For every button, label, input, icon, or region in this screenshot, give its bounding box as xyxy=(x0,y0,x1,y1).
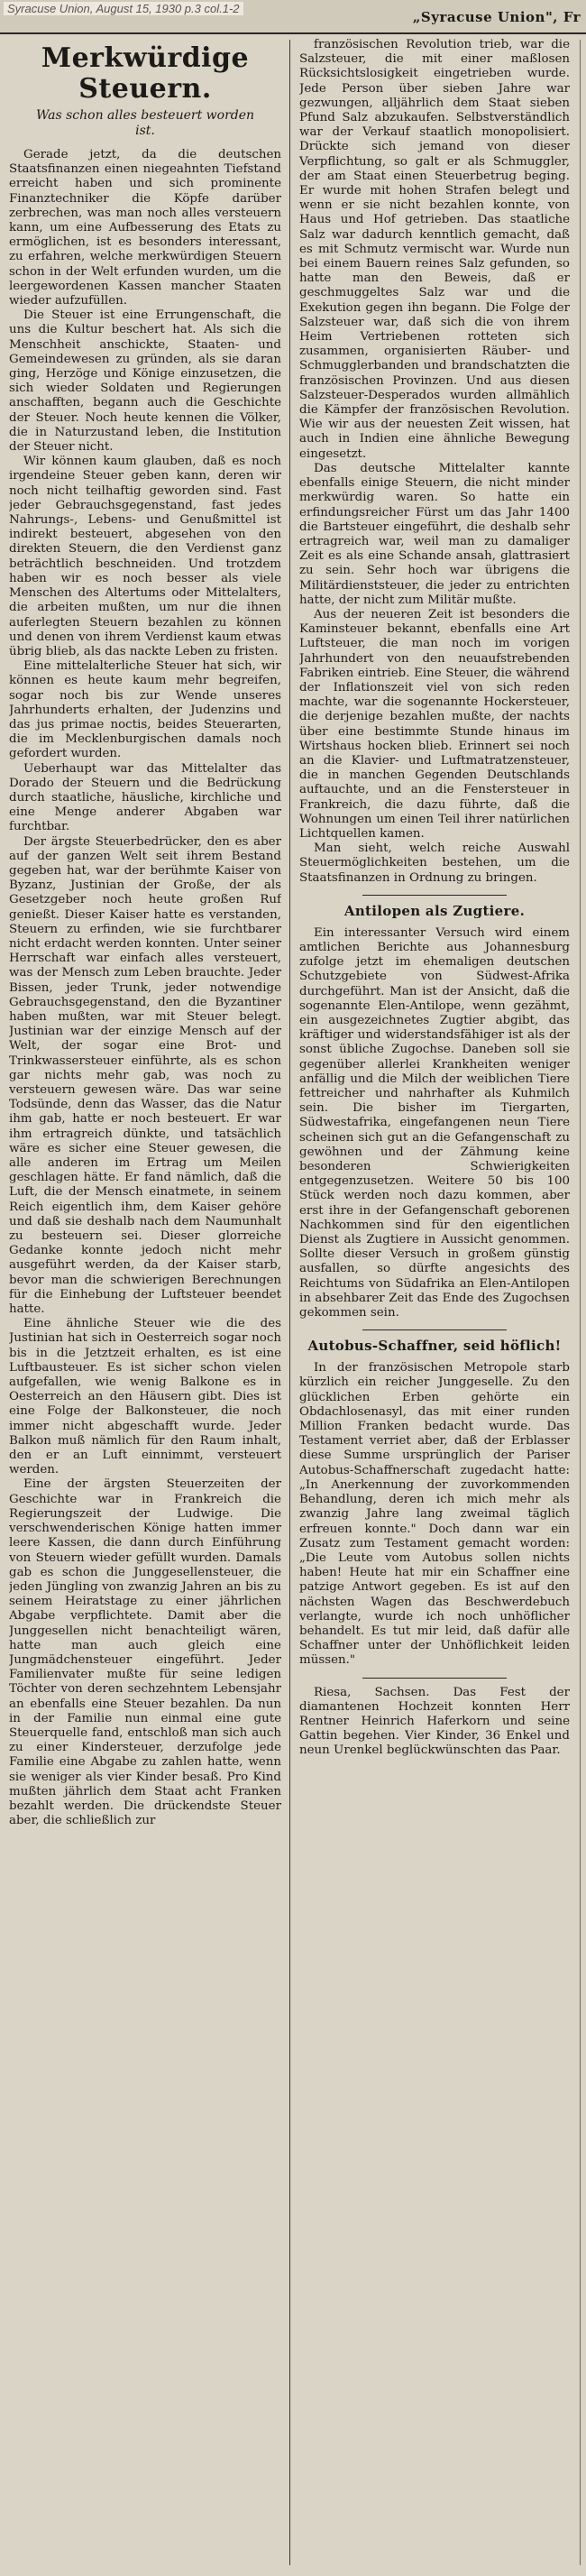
article-subtitle: Was schon alles besteuert worden ist. xyxy=(35,108,255,138)
source-citation: Syracuse Union, August 15, 1930 p.3 col.1-2 xyxy=(4,2,243,15)
paragraph: französischen Revolution trieb, war die Salzsteuer, die mit einer maßlosen Rücksichtslosigkeit eingetrieben wurde. Jede Person über sieben Jahre war gezwungen, alljährlich dem Staat sieben Pfund Salz abzukaufen. Selbstverständlich war der Verkauf staatlich monopolisiert. Drückte sich jemand von dieser Verpflichtung, so galt er als Schmuggler, der am Staat einen Steuerbetrug beging. Er wurde mit hohen Strafen belegt und wenn er sie nicht bezahlen konnte, von Haus und Hof getrieben. Das staatliche Salz war dadurch kenntlich gemacht, daß es mit Schmutz vermischt war. Wurde nun bei einem Bauern reines Salz gefunden, so hatte man den Beweis, daß er geschmuggeltes Salz war und die Exekution gegen ihn begann. Die Folge der Salzsteuer war, daß sich die von ihrem Heim Vertriebenen rotteten sich zusammen, organisierten Räuber- und Schmugglerbanden und brandschatzten die französischen Provinzen. Und aus diesen Salzsteuer-Desperados wurden allmählich die Kämpfer der französischen Revolution. Wie wir aus der neuesten Zeit wissen, hat auch in Indien eine ähnliche Bewegung eingesetzt. xyxy=(299,38,570,461)
paragraph: Ein interessanter Versuch wird einem amtlichen Berichte aus Johannesburg zufolge jetzt im ehemaligen deutschen Schutzgebiete von Südwest-Afrika durchgeführt. Man ist der Ansicht, daß die sogenannte Elen-Antilope, wenn gezähmt, ein ausgezeichnetes Zugtier abgibt, das kräftiger und widerstandsfähiger ist als der sonst übliche Zugochse. Daneben soll sie gegenüber allerlei Krankheiten weniger anfällig und die Milch der weiblichen Tiere fettreicher und nahrhafter als Kuhmilch sein. Die bisher im Tiergarten, Südwestafrika, eingefangenen neun Tiere scheinen sich gut an die Gefangenschaft zu gewöhnen und der Zähmung keine besonderen Schwierigkeiten entgegenzusetzen. Weitere 50 bis 100 Stück werden noch dazu kommen, aber erst ihre in der Gefangenschaft geborenen Nachkommen sind für den eigentlichen Dienst als Zugtiere in Aussicht genommen. Sollte dieser Versuch in großem günstig ausfallen, so dürfte angesichts des Reichtums von Südafrika an Elen-Antilopen in absehbarer Zeit das Ende des Zugochsen gekommen sein. xyxy=(299,925,570,1320)
paragraph: Man sieht, welch reiche Auswahl Steuermöglichkeiten bestehen, um die Staatsfinanzen in Ordnung zu bringen. xyxy=(299,842,570,885)
article-body xyxy=(299,1686,570,1759)
paragraph: Ueberhaupt war das Mittelalter das Dorado der Steuern und die Bedrückung durch staatliche, häusliche, kirchliche und eine Menge anderer Abgaben war furchtbar. xyxy=(9,761,281,834)
paragraph: Der ärgste Steuerbedrücker, den es aber auf der ganzen Welt seit ihrem Bestand gegeben hat, war der berühmte Kaiser von Byzanz, Justinian der Große, der als Gesetzgeber noch heute großen Ruf genießt. Dieser Kaiser hatte es verstanden, Steuern zu erfinden, wie sie furchtbarer nicht erdacht werden konnten. Unter seiner Herrschaft war einfach alles versteuert, was der Mensch zum Leben brauchte. Jeder Bissen, jeder Trunk, jeder notwendige Gebrauchsgegenstand, den die Byzantiner haben mußten, war mit Steuer belegt. Justinian war der einzige Mensch auf der Welt, der sogar eine Brot- und Trinkwassersteuer einführte, als es schon gar nichts mehr gab, was noch zu versteuern gewesen wäre. Das war seine Todsünde, denn das Wasser, das die Natur ihm gab, hatte er noch besteuert. Er war ihm ertragreich dünkte, und tatsächlich wäre es sicher eine Steuer gewesen, die alle anderen im Ertrag um Meilen geschlagen hätte. Er fand nämlich, daß die Luft, die der Mensch einatmete, in seinem Reich eigentlich ihm, dem Kaiser gehöre und daß sie deshalb nach dem Naumunhalt zu besteuern sei. Dieser glorreiche Gedanke konnte jedoch nicht mehr ausgeführt werden, da der Kaiser starb, bevor man die schwierigen Berechnungen für die Einhebung der Luftsteuer beendet hatte. xyxy=(9,834,281,1317)
paper-name-header: „Syracuse Union", Fr xyxy=(412,9,581,25)
paragraph: Die Steuer ist eine Errungenschaft, die uns die Kultur beschert hat. Als sich die Menschheit anschickte, Staaten- und Gemeindewesen zu gründen, als sie daran ging, Herzöge und Könige einzusetzen, die sich wieder Soldaten und Regierungen anschafften, begann auch die Geschichte der Steuer. Noch heute kennen die Völker, die in Naturzustand leben, die Institution der Steuer nicht. xyxy=(9,308,281,455)
article-title: Merkwürdige Steuern. xyxy=(41,42,250,105)
paragraph: In der französischen Metropole starb kürzlich ein reicher Junggeselle. Zu den glücklichen Erben gehörte ein Obdachlosenasyl, das mit einer runden Million Franken bedacht wurde. Das Testament verriet aber, daß der Erblasser diese Summe ursprünglich der Pariser Autobus-Schaffnerschaft zugedacht hatte: „In Anerkennung der zuvorkommenden Behandlung, deren ich mich mehr als zwanzig Jahre lang zweimal täglich erfreuen konnte." Doch dann war ein Zusatz zum Testament gemacht worden: „Die Leute vom Autobus sollen nichts haben! Heute hat mir ein Schaffner eine patzige Antwort gegeben. Es ist auf den nächsten Wagen das Beschwerdebuch verlangte, wurde ich noch unhöflicher behandelt. Es tut mir leid, daß dafür alle Schaffner unter der Unhöflichkeit leiden müssen." xyxy=(299,1361,570,1668)
article-title: Antilopen als Zugtiere. xyxy=(343,902,526,919)
paragraph: Gerade jetzt, da die deutschen Staatsfinanzen einen niegeahnten Tiefstand erreicht haben und sich prominente Finanztechniker die Köpfe darüber zerbrechen, was man noch alles versteuern kann, um eine Aufbesserung des Etats zu ermöglichen, ist es besonders interessant, zu erfahren, welche merkwürdigen Steuern schon in der Welt erfunden wurden, um die leergewordenen Kassen mancher Staaten wieder aufzufüllen. xyxy=(9,148,281,308)
section-divider xyxy=(362,1329,507,1330)
article-body xyxy=(9,148,281,1828)
paragraph: Wir können kaum glauben, daß es noch irgendeine Steuer geben kann, deren wir noch nicht teilhaftig geworden sind. Fast jeder Gebrauchsgegenstand, fast jedes Nahrungs-, Lebens- und Genußmittel ist indirekt besteuert, abgesehen von den direkten Steuern, die den Verdienst ganz beträchtlich beschneiden. Und trotzdem haben wir es noch besser als viele Menschen des Altertums oder Mittelalters, die arbeiten mußten, um nur die ihnen auferlegten Steuern bezahlen zu können und denen von ihrem Verdienst kaum etwas übrig blieb, als das nackte Leben zu fristen. xyxy=(9,455,281,658)
paragraph: Aus der neueren Zeit ist besonders die Kaminsteuer bekannt, ebenfalls eine Art Luftsteuer, die man noch im vorigen Jahrhundert von den neuaufstrebenden Fabriken eintrieb. Eine Steuer, die während der Inflationszeit viel von sich reden machte, war die sogenannte Hockersteuer, die derjenige bezahlen mußte, der nachts über eine bestimmte Stunde hinaus im Wirtshaus hocken blieb. Erinnert sei noch an die Klavier- und Luftmatratzensteuer, die in manchen Gegenden Deutschlands auftauchte, und an die Fenstersteuer in Frankreich, die dazu führte, daß die Wohnungen um einen Teil ihrer natürlichen Lichtquellen kamen. xyxy=(299,607,570,841)
paragraph: Das deutsche Mittelalter kannte ebenfalls einige Steuern, die nicht minder merkwürdig waren. So hatte ein erfindungsreicher Fürst um das Jahr 1400 die Bartsteuer eingeführt, die deshalb sehr ertragreich war, weil man zu damaliger Zeit es als eine Schande ansah, glattrasiert zu sein. Sehr hoch war übrigens die Militärdienststeuer, die jeder zu entrichten hatte, der nicht zum Militär mußte. xyxy=(299,461,570,607)
article-body xyxy=(299,926,570,1320)
section-divider xyxy=(362,895,507,896)
paragraph: Eine der ärgsten Steuerzeiten der Geschichte war in Frankreich die Regierungszeit der Ludwige. Die verschwenderischen Könige hatten immer leere Kassen, die dann durch Einführung von Steuern wieder gefüllt wurden. Damals gab es schon die Junggesellensteuer, die jeden Jüngling von zwanzig Jahren an bis zu seinem Heiratstage zu einer jährlichen Abgabe verpflichtete. Damit aber die Junggesellen nicht benachteiligt wären, hatte man auch gleich eine Jungmädchensteuer eingeführt. Jeder Familienvater mußte für seine ledigen Töchter von deren sechzehntem Lebensjahr an ebenfalls eine Steuer bezahlen. Da nun in der Familie nun einmal eine gute Steuerquelle fand, entschloß man sich auch zu einer Kindersteuer, derzufolge jede Familie eine Abgabe zu zahlen hatte, wenn sie weniger als vier Kinder besaß. Pro Kind mußten jährlich dem Staat acht Franken bezahlt werden. Die drückendste Steuer aber, die schließlich zur xyxy=(9,1477,281,1828)
paragraph: Riesa, Sachsen. Das Fest der diamantenen Hochzeit konnten Herr Rentner Heinrich Haferkorn und seine Gattin begehen. Vier Kinder, 36 Enkel und neun Urenkel beglückwünschten das Paar. xyxy=(299,1685,570,1758)
left-column xyxy=(9,38,281,2571)
paragraph: Eine ähnliche Steuer wie die des Justinian hat sich in Oesterreich sogar noch bis in die Jetztzeit erhalten, es ist eine Luftbausteuer. Es ist sicher schon vielen aufgefallen, wie wenig Balkone es in Oesterreich an den Häusern gibt. Dies ist eine Folge der Balkonsteuer, die noch immer nicht abgeschafft wurde. Jeder Balkon muß nämlich für den Raum inhalt, den er an Luft einnimmt, versteuert werden. xyxy=(9,1317,281,1477)
column-rule xyxy=(289,40,290,2565)
article-continuation xyxy=(299,38,570,886)
section-divider xyxy=(362,1678,507,1679)
paragraph: Eine mittelalterliche Steuer hat sich, wir können es heute kaum mehr begreifen, sogar noch bis zur Wende unseres Jahrhunderts erhalten, der Judenzins und das jus primae noctis, beides Steuerarten, die im Mecklenburgischen damals noch gefordert wurden. xyxy=(9,659,281,761)
article-body xyxy=(299,1361,570,1668)
newspaper-page xyxy=(0,34,586,2576)
edge-rule xyxy=(580,40,581,2565)
article-title: Autobus-Schaffner, seid höflich! xyxy=(307,1338,562,1355)
right-column xyxy=(299,38,570,2571)
